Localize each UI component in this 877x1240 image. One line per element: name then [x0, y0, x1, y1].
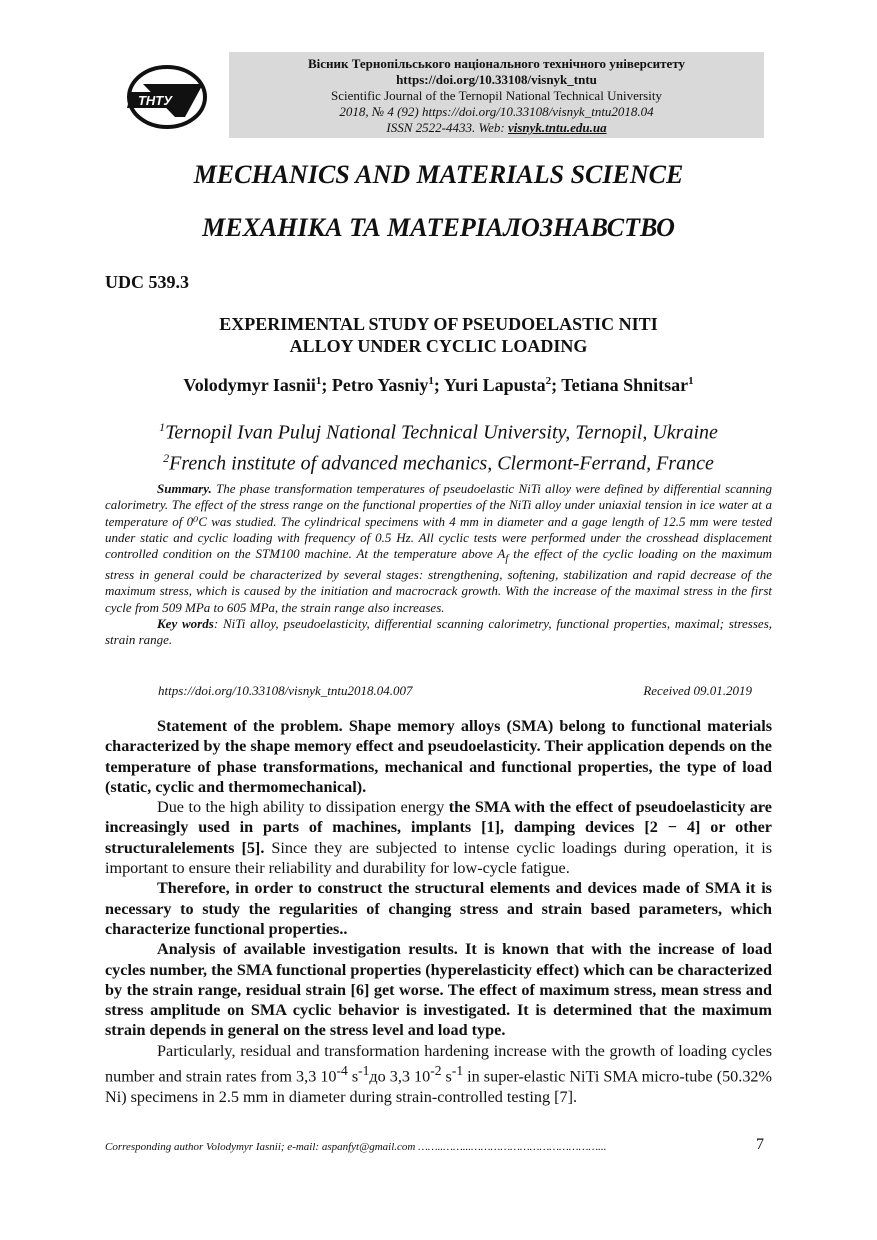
body-text	[105, 716, 772, 1107]
udc-code: UDC 539.3	[105, 272, 189, 292]
paragraph: Statement of the problem. Shape memory alloys (SMA) belong to functional materials characterized by the shape memory effect and pseudoelasticity. Their application depends on the temperature of phase transformations, mechanical and functional properties, the type of load (static, cyclic and thermomechanical).	[105, 717, 772, 796]
author: Petro Yasniy	[331, 375, 429, 395]
paragraph: Due to the high ability to dissipation energy the SMA with the effect of pseudoelasticity are increasingly used in parts of machines, implants [1], damping devices [2 − 4] or other structuralelements [5]. Since they are subjected to intense cyclic loadings during operation, it is important to ensure their reliability and durability for low-cycle fatigue.	[105, 798, 772, 878]
paragraph: Particularly, residual and transformation hardening increase with the growth of loading cycles number and strain rates from 3,3 $10^{-4}$ $s^{-1}до$ 3,3 $10^{-2}$ $s^{-1}$ in super-elastic NiTi SMA micro-tube (50.32% Ni) specimens in 2.5 mm in diameter during strain-controlled testing [7].	[105, 1041, 772, 1106]
abstract	[105, 481, 772, 649]
tntu-logo	[125, 62, 209, 132]
journal-issue: 2018, № 4 (92) https://doi.org/10.33108/visnyk_tntu2018.04	[339, 104, 654, 119]
affiliation: $^2$French institute of advanced mechanics, Clermont-Ferrand, France	[163, 450, 714, 475]
page-number: 7	[756, 1136, 764, 1153]
affiliation: $^1$Ternopil Ivan Puluj National Technical University, Ternopil, Ukraine	[159, 420, 718, 444]
article-meta	[158, 683, 752, 699]
journal-name-en: Scientific Journal of the Ternopil National Technical University	[331, 88, 662, 103]
footer-corresponding-author: Corresponding author Volodymyr Iasnii; e-mail: aspanfyt@gmail.com ……..……...…………………………………...	[105, 1141, 607, 1153]
affiliations	[0, 415, 877, 476]
paragraph: Analysis of available investigation results. It is known that with the increase of load cycles number, the SMA functional properties (hyperelasticity effect) which can be characterized by the strain range, residual strain [6] get worse. The effect of maximum stress, mean stress and stress amplitude on SMA cyclic behavior is investigated. It is determined that the maximum strain depends in general on the stress level and load type.	[105, 940, 772, 1040]
journal-name-uk: Вісник Тернопільського національного технічного університету	[307, 56, 686, 71]
section-title-uk: МЕХАНІКА ТА МАТЕРІАЛОЗНАВСТВО	[202, 213, 675, 242]
svg-text:ТНТУ: ТНТУ	[137, 93, 173, 108]
journal-issn: ISSN 2522-4433. Web: visnyk.tntu.edu.ua	[386, 120, 607, 135]
received-date: Received 09.01.2019	[643, 683, 752, 698]
section-title-en: MECHANICS AND MATERIALS SCIENCE	[193, 160, 684, 189]
keywords-paragraph: Key words: NiTi alloy, pseudoelasticity, differential scanning calorimetry, functional properties, maximal; stresses, strain range.	[105, 615, 773, 648]
journal-header	[229, 52, 764, 138]
article-doi-link[interactable]: https://doi.org/10.33108/visnyk_tntu2018.04.007	[158, 683, 413, 698]
author: Volodymyr Iasnii	[183, 375, 316, 395]
paragraph: Therefore, in order to construct the structural elements and devices made of SMA it is necessary to study the regularities of changing stress and strain based parameters, which characterize functional properties..	[105, 879, 772, 938]
summary-paragraph: Summary. The phase transformation temperatures of pseudoelastic NiTi alloy were defined by differential scanning calorimetry. The effect of the stress range on the functional properties of the NiTi alloy under uniaxial tension in ice water at a temperature of 0⁰C was studied. The cylindrical specimens with 4 mm in diameter and a gage length of 12.5 mm were tested under static and cyclic loading with frequency of 0.5 Hz. All cyclic tests were performed under the crosshead displacement controlled condition on the STM100 machine. At the temperature above $A_f$ the effect of the cyclic loading on the maximum stress in general could be characterized by several stages: strengthening, softening, stabilization and rapid decrease of the maximum stress, which is caused by the initiation and macrocrack growth. With the increase of the maximal stress in the first cycle from 509 MPa to 605 MPa, the strain range also increases.	[105, 481, 773, 615]
authors-line: Volodymyr Iasnii$^1$; Petro Yasniy$^1$; Yuri Lapusta$^2$; Tetiana Shnitsar$^1$	[183, 375, 694, 395]
journal-website-link[interactable]: visnyk.tntu.edu.ua	[507, 120, 607, 135]
author: Tetiana Shnitsar	[561, 375, 689, 395]
author: Yuri Lapusta	[443, 375, 546, 395]
journal-doi[interactable]: https://doi.org/10.33108/visnyk_tntu	[396, 72, 597, 87]
paper-title: EXPERIMENTAL STUDY OF PSEUDOELASTIC NITI ALLOY UNDER CYCLIC LOADING	[219, 314, 658, 356]
